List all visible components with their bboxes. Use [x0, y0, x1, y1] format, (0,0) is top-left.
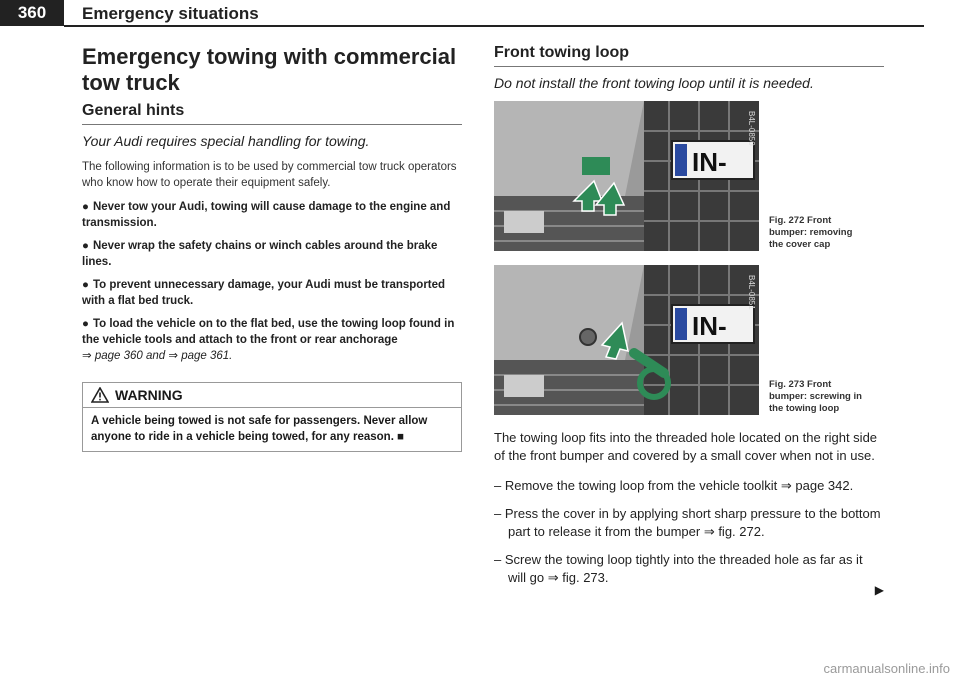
bullet-item: ● Never wrap the safety chains or winch cables around the brake lines.	[82, 240, 438, 268]
svg-text:IN-: IN-	[692, 147, 727, 177]
watermark: carmanualsonline.info	[823, 661, 950, 676]
page-number: 360	[0, 0, 64, 26]
header-rule	[64, 25, 924, 27]
bullet-item: ● To prevent unnecessary damage, your Audi must be transported with a flat bed truck.	[82, 279, 446, 307]
left-column	[82, 44, 462, 452]
page-reference-link[interactable]: ⇒ page 361.	[168, 350, 233, 362]
warning-header	[83, 383, 461, 408]
subsection-title: Front towing loop	[494, 44, 630, 61]
bumper-cover-illustration	[494, 101, 759, 251]
svg-text:B4L-0851: B4L-0851	[747, 275, 756, 310]
svg-text:IN-: IN-	[692, 311, 727, 341]
body-paragraph: The towing loop fits into the threaded hole located on the right side of the front bumper and covered by a small cover when not in use.	[494, 430, 878, 463]
figure-caption: Fig. 273 Front bumper: screwing in the towing loop	[769, 379, 862, 414]
warning-box	[82, 382, 462, 452]
bumper-photo	[494, 101, 759, 251]
right-column	[494, 44, 884, 597]
warning-label: WARNING	[115, 387, 183, 403]
bumper-photo	[494, 265, 759, 415]
svg-text:B4L-0850: B4L-0850	[747, 111, 756, 146]
body-text: The following information is to be used by commercial tow truck operators who know how to operate their equipment safely.	[82, 161, 457, 189]
continue-arrow-icon: ▶	[874, 583, 884, 597]
subsection-title: General hints	[82, 102, 185, 119]
page-reference-link[interactable]: ⇒ page 360	[82, 350, 143, 362]
section-title: Emergency towing with commercial tow truck	[82, 44, 457, 95]
intro-text: Do not install the front towing loop until it is needed.	[494, 75, 814, 91]
figure-272	[494, 101, 884, 251]
subsection-rule	[494, 66, 884, 67]
figure-caption: Fig. 272 Front bumper: removing the cover cap	[769, 215, 853, 250]
bullet-item: ● Never tow your Audi, towing will cause damage to the engine and transmission.	[82, 201, 451, 229]
subsection-rule	[82, 124, 462, 125]
warning-text: A vehicle being towed is not safe for passengers. Never allow anyone to ride in a vehicle being towed, for any reason. ■	[91, 415, 428, 443]
figure-273	[494, 265, 884, 415]
towing-loop-illustration	[494, 265, 759, 415]
page-header	[0, 0, 960, 26]
bullet-item: ● To load the vehicle on to the flat bed, use the towing loop found in the vehicle tools and attach to the front or rear anchorage ⇒ page 360 and ⇒ page 361.	[82, 318, 455, 362]
step-item: – Screw the towing loop tightly into the threaded hole as far as it will go ⇒ fig. 273.	[494, 552, 863, 585]
chapter-title: Emergency situations	[82, 4, 259, 23]
step-item: – Remove the towing loop from the vehicle toolkit ⇒ page 342.	[494, 478, 854, 493]
intro-text: Your Audi requires special handling for towing.	[82, 133, 370, 149]
step-item: – Press the cover in by applying short sharp pressure to the bottom part to release it from the bumper ⇒ fig. 272.	[494, 506, 881, 539]
warning-triangle-icon	[91, 387, 109, 403]
